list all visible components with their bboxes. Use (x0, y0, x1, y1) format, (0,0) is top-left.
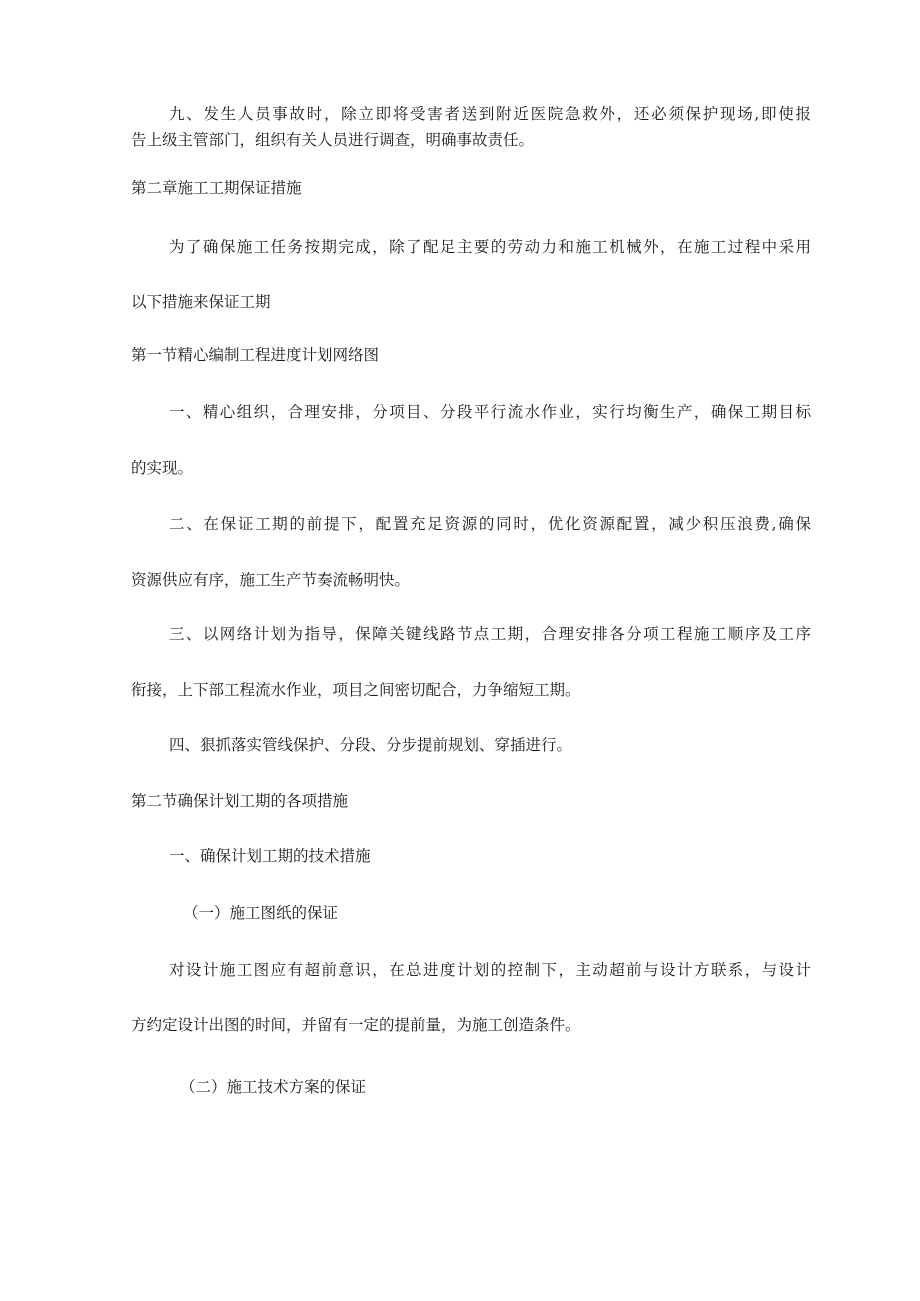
paragraph-line: 告上级主管部门，组织有关人员进行调查，明确事故责任。 (131, 131, 535, 149)
paragraph-line: 以下措施来保证工期 (131, 293, 271, 311)
section-title: 第二节确保计划工期的各项措施 (131, 792, 349, 810)
chapter-title: 第二章施工工期保证措施 (131, 179, 302, 197)
section-title: 第一节精心编制工程进度计划网络图 (131, 346, 380, 364)
subsection-title: 一、确保计划工期的技术措施 (169, 847, 371, 865)
paragraph-line: 为了确保施工任务按期完成，除了配足主要的劳动力和施工机械外，在施工过程中采用 (169, 238, 811, 256)
list-item-line: 三、以网络计划为指导，保障关键线路节点工期，合理安排各分项工程施工顺序及工序 (169, 625, 811, 643)
list-item-line: 的实现。 (131, 459, 194, 477)
list-item-line: 一、精心组织，合理安排，分项目、分段平行流水作业，实行均衡生产，确保工期目标 (169, 403, 811, 421)
subsubsection-title: （二）施工技术方案的保证 (180, 1078, 367, 1096)
paragraph-line: 方约定设计出图的时间，并留有一定的提前量，为施工创造条件。 (131, 1016, 581, 1034)
list-item-line: 四、狠抓落实管线保护、分段、分步提前规划、穿插进行。 (169, 736, 573, 754)
list-item-line: 二、在保证工期的前提下，配置充足资源的同时，优化资源配置，减少积压浪费,确保 (169, 515, 811, 533)
list-item-line: 资源供应有序，施工生产节奏流畅明快。 (131, 571, 411, 589)
list-item-line: 衔接，上下部工程流水作业，项目之间密切配合，力争缩短工期。 (131, 681, 581, 699)
paragraph-line: 九、发生人员事故时，除立即将受害者送到附近医院急救外，还必须保护现场,即使报 (169, 105, 811, 123)
paragraph-line: 对设计施工图应有超前意识，在总进度计划的控制下，主动超前与设计方联系，与设计 (169, 961, 811, 979)
subsubsection-title: （一）施工图纸的保证 (183, 904, 339, 922)
